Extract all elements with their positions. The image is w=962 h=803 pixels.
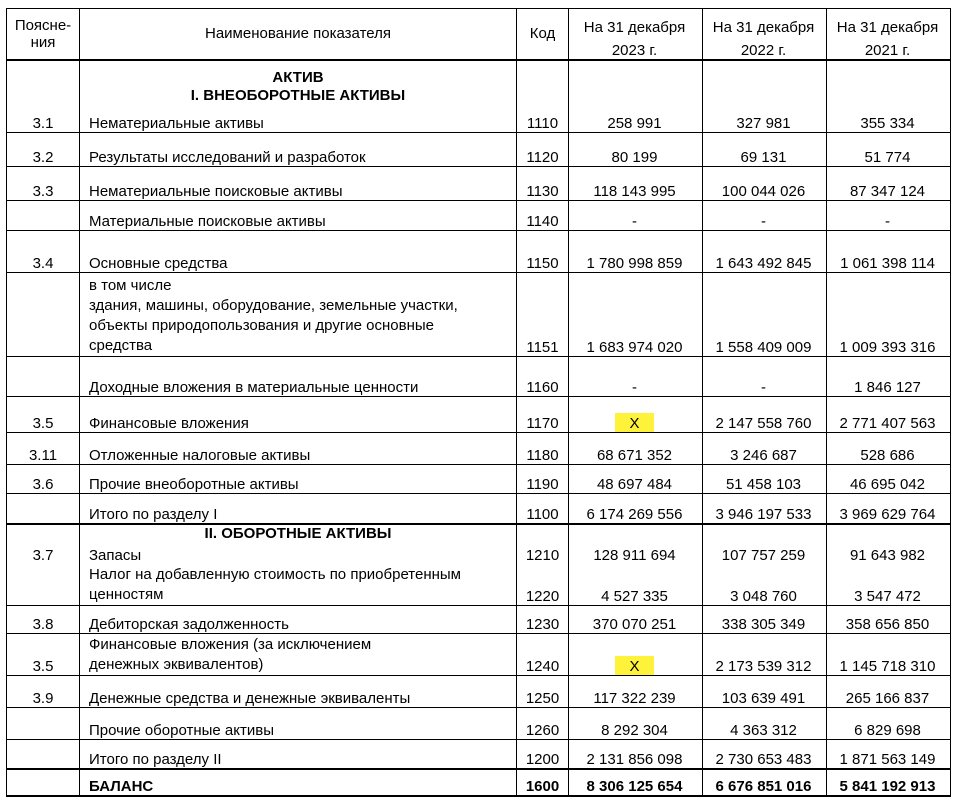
table-row: в том числе здания, машины, оборудование, земельные участки, объекты природопользования и другие основные средства 1151 1 683 974 020 1 558 409 009 1 009 393 316 <box>7 273 951 357</box>
header-year-2021: 2021 г. <box>827 36 951 60</box>
table-row: 3.3 Нематериальные поисковые активы 1130 118 143 995 100 044 026 87 347 124 <box>7 167 951 201</box>
table-row-subtotal: Итого по разделу II 1200 2 131 856 098 2 730 653 483 1 871 563 149 <box>7 740 951 769</box>
row-name-line: в том числе <box>89 277 172 294</box>
header-year-2022: 2022 г. <box>703 36 827 60</box>
table-row: 3.5 Финансовые вложения 1170 X 2 147 558 760 2 771 407 563 <box>7 397 951 433</box>
row-name-line: средства <box>89 337 153 354</box>
table-row: Налог на добавленную стоимость по приобретенным ценностям 1220 4 527 335 3 048 760 3 547 472 <box>7 564 951 606</box>
table-row: 3.8 Дебиторская задолженность 1230 370 070 251 338 305 349 358 656 850 <box>7 606 951 634</box>
table-row: Материальные поисковые активы 1140 - - - <box>7 201 951 231</box>
row-name-line: Финансовые вложения (за исключением <box>89 636 372 653</box>
table-row: 3.1 АКТИВ I. ВНЕОБОРОТНЫЕ АКТИВЫ Нематериальные активы 1110 258 991 327 981 355 334 <box>7 62 951 133</box>
section-1-title: I. ВНЕОБОРОТНЫЕ АКТИВЫ <box>190 87 406 104</box>
row-name-line: объекты природопользования и другие основные <box>89 317 435 334</box>
table-row: 3.5 Финансовые вложения (за исключением денежных эквивалентов) 1240 X 2 173 539 312 1 145 718 310 <box>7 634 951 676</box>
table-row-subtotal: Итого по разделу I 1100 6 174 269 556 3 946 197 533 3 969 629 764 <box>7 494 951 524</box>
header-period-2022: На 31 декабря <box>703 9 827 36</box>
table-row: Прочие оборотные активы 1260 8 292 304 4 363 312 6 829 698 <box>7 708 951 740</box>
table-row: 3.11 Отложенные налоговые активы 1180 68 671 352 3 246 687 528 686 <box>7 433 951 465</box>
header-note: Поясне- ния <box>7 9 80 60</box>
row-name: Запасы <box>89 546 142 564</box>
table-row: Доходные вложения в материальные ценности 1160 - - 1 846 127 <box>7 357 951 397</box>
table-row: 3.9 Денежные средства и денежные эквиваленты 1250 117 322 239 103 639 491 265 166 837 <box>7 676 951 708</box>
table-row: 3.2 Результаты исследований и разработок 1120 80 199 69 131 51 774 <box>7 133 951 167</box>
row-name-line: денежных эквивалентов) <box>89 656 264 673</box>
row-name-line: ценностям <box>89 586 164 603</box>
header-year-2023: 2023 г. <box>569 36 703 60</box>
header-period-2023: На 31 декабря <box>569 9 703 36</box>
not-applicable-mark: X <box>615 413 653 433</box>
table-row-balance: БАЛАНС 1600 8 306 125 654 6 676 851 016 5 841 192 913 <box>7 769 951 796</box>
header-code: Код <box>517 9 569 60</box>
row-name-line: здания, машины, оборудование, земельные участки, <box>89 297 458 314</box>
table-row: 3.4 Основные средства 1150 1 780 998 859 1 643 492 845 1 061 398 114 <box>7 231 951 273</box>
table-row: 3.6 Прочие внеоборотные активы 1190 48 697 484 51 458 103 46 695 042 <box>7 465 951 494</box>
header-name: Наименование показателя <box>80 9 517 60</box>
not-applicable-mark: X <box>615 656 653 676</box>
balance-sheet-table <box>6 8 951 797</box>
header-period-2021: На 31 декабря <box>827 9 951 36</box>
section-asset-title: АКТИВ <box>272 69 324 86</box>
section-2-title: II. ОБОРОТНЫЕ АКТИВЫ <box>204 524 392 542</box>
row-name-line: Налог на добавленную стоимость по приобретенным <box>89 566 461 583</box>
row-name: Нематериальные активы <box>89 115 264 132</box>
table-row: 3.7 II. ОБОРОТНЫЕ АКТИВЫ Запасы 1210 128 911 694 107 757 259 91 643 982 <box>7 524 951 564</box>
